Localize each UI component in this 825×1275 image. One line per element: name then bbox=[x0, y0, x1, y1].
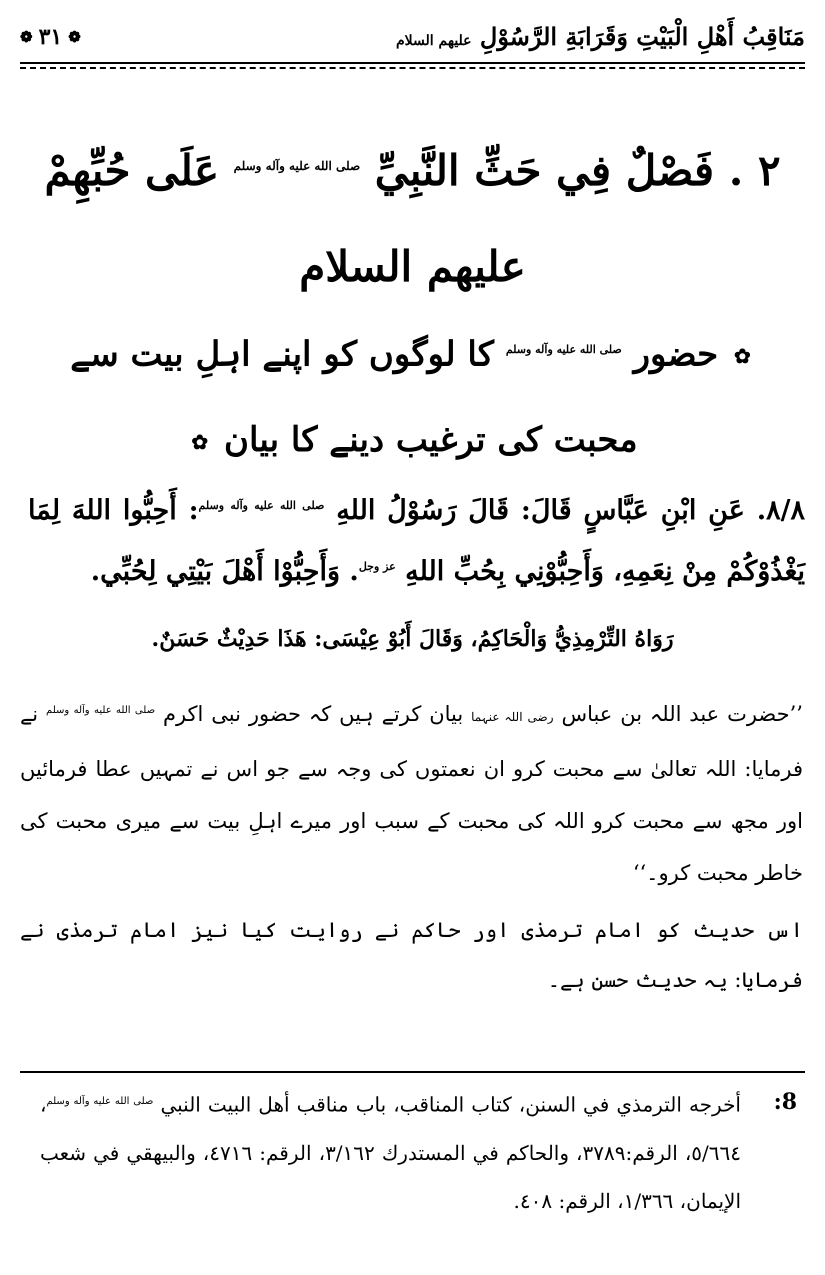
footnote-number: 8: bbox=[773, 1089, 797, 1115]
chapter-title bbox=[40, 118, 785, 315]
hadith-part1: عَنِ ابْنِ عَبَّاسٍ قَالَ: قَالَ رَسُوْلُ اللهِ bbox=[336, 495, 745, 526]
flower-ornament-icon: ✿ bbox=[191, 430, 209, 455]
footnote-part1: أخرجه الترمذي في السنن، كتاب المناقب، باب مناقب أهل البيت النبي bbox=[160, 1092, 741, 1117]
salutation-mark: صلى الله عليه وآله وسلم bbox=[46, 1096, 154, 1107]
chapter-number: ٢ . bbox=[728, 146, 781, 195]
translation-part2: بیان کرتے ہیں کہ حضور نبی اکرم bbox=[162, 702, 464, 726]
chapter-title-part2: عَلَى حُبِّهِمْ عليهم السلام bbox=[44, 146, 526, 291]
footnote-rule bbox=[20, 1071, 805, 1073]
footnote bbox=[40, 1078, 797, 1225]
chapter-title-part1: فَصْلٌ فِي حَثِّ النَّبِيِّ bbox=[374, 146, 715, 195]
page-number-text: ٣١ bbox=[38, 24, 63, 50]
running-title bbox=[396, 22, 805, 51]
urdu-heading bbox=[40, 308, 785, 484]
urdu-translation bbox=[20, 685, 803, 899]
header-dashed-rule bbox=[20, 67, 805, 69]
urdu-heading-part1: حضور bbox=[633, 334, 719, 375]
running-title-suffix: عليهم السلام bbox=[396, 33, 472, 49]
riwayah-line: رَوَاهُ التِّرْمِذِيُّ وَالْحَاكِمُ، وَقَالَ أَبُوْ عِيْسَى: هَذَا حَدِيْثٌ حَسَنٌ. bbox=[151, 626, 674, 652]
footnote-text bbox=[40, 1078, 741, 1225]
jalla-mark: عز وجل bbox=[358, 560, 396, 573]
hadith-part2: : أَحِبُّوا اللهَ لِمَا يَغْذُوْكُمْ مِنْ نِعَمِهِ، وَأَحِبُّوْنِي بِحُبِّ اللهِ bbox=[28, 495, 805, 587]
hadith-number: ٨/٨. bbox=[756, 495, 805, 526]
running-title-text: مَنَاقِبُ أَهْلِ الْبَيْتِ وَقَرَابَةِ الرَّسُوْلِ bbox=[479, 22, 805, 51]
grading-note: اس حدیث کو امام ترمذی اور حاکم نے روایت کیا نیز امام ترمذی نے فرمایا: یہ حدیث حسن ہے۔ bbox=[20, 918, 803, 992]
page-number bbox=[20, 24, 81, 50]
radi-mark: رضی اللہ عنہما bbox=[471, 710, 554, 724]
hadith-text bbox=[28, 478, 805, 600]
salutation-mark: صلى الله عليه وآله وسلم bbox=[46, 705, 156, 716]
ornament-icon: ❁ bbox=[68, 28, 81, 46]
salutation-mark: صلى الله عليه وآله وسلم bbox=[198, 499, 325, 512]
footnote-part2: ، ٥/٦٦٤، الرقم:٣٧٨٩، والحاكم في المستدرك ٣/١٦٢، الرقم: ٤٧١٦، والبيهقي في شعب الإيمان، ١/٣٦٦، الرقم: ٤٠٨. bbox=[40, 1092, 741, 1213]
flower-ornament-icon: ✿ bbox=[733, 344, 751, 369]
hadith-part3: . وَأَحِبُّوْا أَهْلَ بَيْتِي لِحُبِّي. bbox=[90, 556, 359, 587]
header-rule bbox=[20, 62, 805, 64]
translation-part3: نے فرمایا: اللہ تعالیٰ سے محبت کرو ان نعمتوں کی وجہ سے جو اس نے تمہیں عطا فرمائیں اور مجھ سے محبت کرو اللہ کی محبت کے سبب اور میرے اہلِ بیت سے میری محبت کی خاطر محبت کرو۔‘‘ bbox=[20, 702, 803, 885]
urdu-heading-part2: کا لوگوں کو اپنے اہلِ بیت سے محبت کی ترغیب دینے کا بیان bbox=[70, 334, 638, 461]
salutation-mark: صلى الله عليه وآله وسلم bbox=[505, 343, 622, 356]
salutation-mark: صلى الله عليه وآله وسلم bbox=[233, 159, 361, 173]
ornament-icon: ❁ bbox=[20, 28, 33, 46]
translation-part1: ’’حضرت عبد اللہ بن عباس bbox=[561, 702, 803, 726]
